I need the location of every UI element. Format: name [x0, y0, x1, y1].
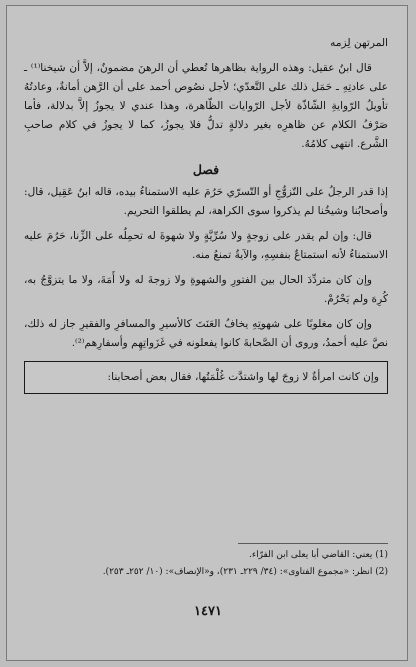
paragraph-2: قال ابنُ عقيل: وهذه الرواية بظاهرها تُعطي أن الرهنَ مضمونٌ، إلاَّ أن شيخنا⁽¹⁾ ـ على عادتِهِ ـ حَمَل ذلك على التَّعدّي؛ لأجل نصُوص أحمد على أن الرَّهن أمانةٌ، وعادتُهُ تأويلُ الرّوايةِ الشّاذّة لأجل الرّوايات الظّاهرة، وهذا عندي لا يجوزُ إلاَّ بدلالة، فأما صَرْفُ الكلام عن ظاهرِه بغير دلالةٍ تدلُّ فلا يجوزُ، كما لا يجوزُ في كلام صاحبِ الشَّرع. انتهى كلامُهُ. — [24, 62, 388, 150]
paragraph-3: إذا قدر الرجلُ على التّزوُّجِ أو التّسرّي حَرُمَ عليه الاستمناءُ بيده، قاله ابنُ عَقِيل، قال: وأصحابُنا وشيخُنا لم يذكروا سوى الكراهة، لم يطلقوا التحريم. — [24, 186, 388, 217]
main-text — [24, 34, 388, 394]
highlighted-box: وإن كانت امرأةٌ لا زوجَ لها واشتدَّت غُلْمَتُها، فقال بعض أصحابنا: — [24, 361, 388, 394]
footnote-2: (2) انظر: «مجموع الفتاوى»: (٣٤/ ٢٢٩ـ ٢٣١)، و«الإنصاف»: (١٠/ ٢٥٢ـ ٢٥٣). — [102, 567, 388, 577]
footnotes — [24, 547, 388, 581]
paragraph-6: وإن كان مغلوبًا على شهوتِهِ يخافُ العَنَتَ كالأسيرِ والمسافرِ والفقيرِ جاز له ذلك، نصَّ عليه أحمدُ، وروى أن الصَّحابةَ كانوا يفعلونه في غَزَواتِهِم وأسفارِهم⁽²⁾. — [24, 318, 388, 349]
paragraph-5: وإن كان متردِّدَ الحال بين الفتورِ والشهوةِ ولا زوجةَ له ولا أَمَةَ، ولا ما يتزوَّجُ به، كُرِهَ ولم يَحْرُمْ. — [24, 274, 388, 305]
footnote-1: (1) يعني: القاضي أبا يعلى ابن الفرّاء. — [249, 550, 388, 560]
footnote-divider — [238, 543, 388, 544]
paragraph-1: المرتهن لِزمه — [330, 37, 388, 49]
section-heading: فصل — [192, 162, 220, 177]
page-number: ١٤٧١ — [194, 604, 222, 619]
paragraph-4: قال: وإن لم يقدر على زوجةٍ ولا سُرِّيَّةٍ ولا شهوةَ له تحمِلُه على الزِّنا، حَرُمَ عليه الاستمناءُ لأنه استمتاعٌ بنفسِهِ، والآيةُ تمنعُ منه. — [24, 230, 388, 261]
